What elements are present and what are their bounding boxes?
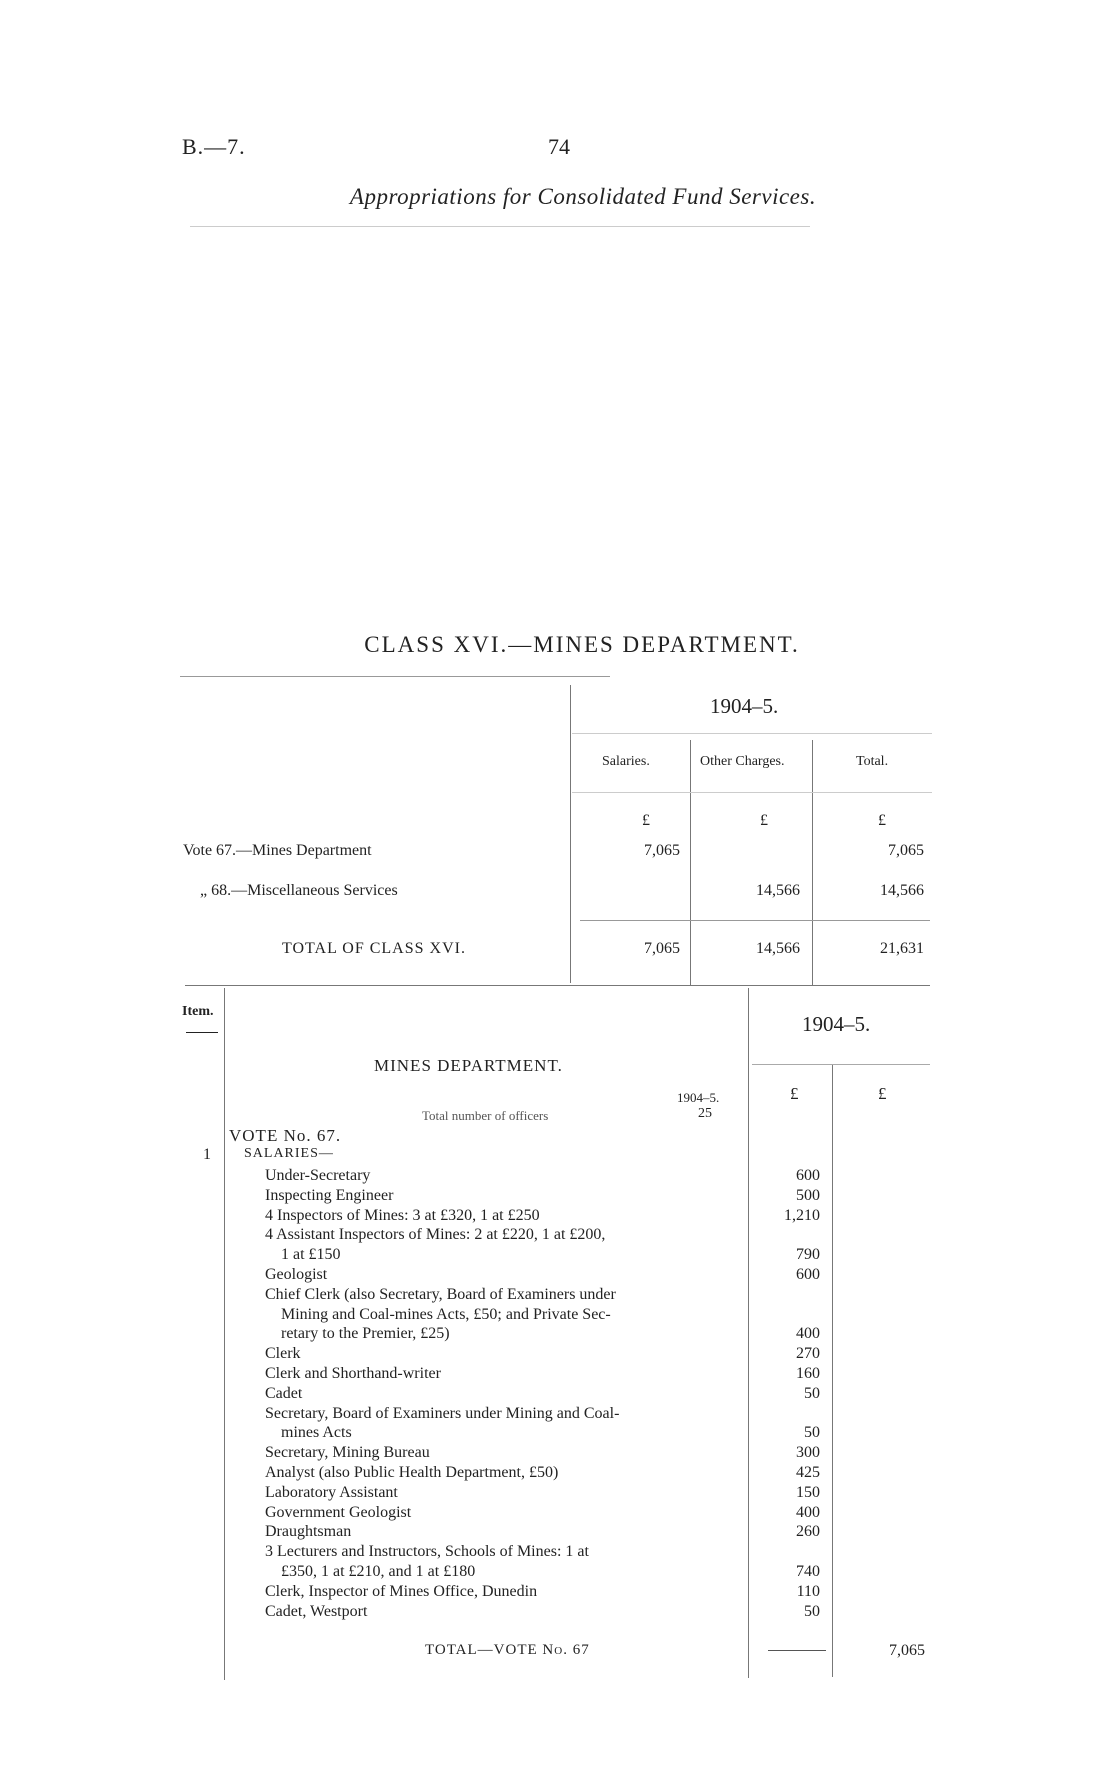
salary-line-text: 4 Assistant Inspectors of Mines: 2 at £220, 1 at £200, — [265, 1226, 606, 1243]
currency-total: £ — [878, 812, 886, 829]
subtitle-rule — [190, 226, 810, 227]
salary-line-text: £350, 1 at £210, and 1 at £180 — [265, 1563, 476, 1580]
amount-subcolumn-divider — [832, 1065, 833, 1677]
vote-68-total: 14,566 — [880, 882, 924, 899]
salary-line-text: Inspecting Engineer — [265, 1187, 394, 1204]
salary-line-amount: 400 — [796, 1504, 820, 1521]
detail-year-rule — [752, 1064, 930, 1065]
salary-line-text: 1 at £150 — [265, 1246, 341, 1263]
page-subtitle: Appropriations for Consolidated Fund Services. — [349, 184, 817, 209]
salary-line-amount: 500 — [796, 1187, 820, 1204]
salary-line-text: Secretary, Board of Examiners under Mining and Coal- — [265, 1405, 620, 1422]
salary-line-amount: 270 — [796, 1345, 820, 1362]
salary-line-amount: 50 — [804, 1385, 820, 1402]
salary-line-text: Cadet, Westport — [265, 1603, 368, 1620]
col-other-charges: Other Charges. — [700, 754, 785, 769]
class-total-total: 21,631 — [880, 940, 924, 957]
item-column-divider — [224, 988, 225, 1680]
salary-line-amount: 400 — [796, 1325, 820, 1342]
officers-count: 25 — [698, 1106, 712, 1121]
salary-line-text: Cadet — [265, 1385, 303, 1402]
vote-68-other: 14,566 — [756, 882, 800, 899]
salary-line-text: retary to the Premier, £25) — [265, 1325, 450, 1342]
salary-line-amount: 740 — [796, 1563, 820, 1580]
item-header-rule — [186, 1032, 218, 1033]
vote-total-amount: 7,065 — [889, 1642, 925, 1659]
item-number: 1 — [203, 1146, 211, 1163]
vote-67-salaries: 7,065 — [644, 842, 680, 859]
vote-total-rule — [768, 1650, 826, 1651]
detail-department-title: MINES DEPARTMENT. — [374, 1056, 563, 1075]
salary-line-text: 4 Inspectors of Mines: 3 at £320, 1 at £250 — [265, 1207, 540, 1224]
class-total-label: TOTAL OF CLASS XVI. — [282, 940, 466, 957]
currency-salaries: £ — [642, 812, 650, 829]
salary-line-text: Clerk — [265, 1345, 301, 1362]
salary-line-amount: 600 — [796, 1266, 820, 1283]
salary-line-amount: 425 — [796, 1464, 820, 1481]
salary-line-text: mines Acts — [265, 1424, 352, 1441]
salary-line-text: Laboratory Assistant — [265, 1484, 398, 1501]
salary-line-text: Chief Clerk (also Secretary, Board of Examiners under — [265, 1286, 616, 1303]
col-header-rule — [572, 792, 932, 793]
amount-column-divider — [748, 988, 749, 1678]
officers-year: 1904–5. — [677, 1090, 720, 1105]
summary-divider — [570, 685, 571, 983]
salary-line-amount: 300 — [796, 1444, 820, 1461]
class-total-salaries: 7,065 — [644, 940, 680, 957]
salary-line-text: Under-Secretary — [265, 1167, 371, 1184]
vote-67-total: 7,065 — [888, 842, 924, 859]
col-divider-2 — [812, 740, 813, 985]
salaries-heading: SALARIES— — [244, 1146, 334, 1161]
col-divider-1 — [690, 740, 691, 985]
salary-line-text: Draughtsman — [265, 1523, 352, 1540]
salary-line-amount: 790 — [796, 1246, 820, 1263]
salary-line-text: Mining and Coal-mines Acts, £50; and Private Sec- — [265, 1306, 611, 1323]
class-total-other: 14,566 — [756, 940, 800, 957]
salary-line-amount: 600 — [796, 1167, 820, 1184]
detail-top-rule — [185, 985, 930, 986]
col-salaries: Salaries. — [602, 754, 650, 769]
salary-line-amount: 1,210 — [784, 1207, 820, 1224]
salary-line-amount: 50 — [804, 1603, 820, 1620]
col-total: Total. — [856, 754, 889, 769]
vote-67-label: Vote 67.—Mines Department — [183, 842, 372, 859]
summary-total-rule — [580, 920, 930, 921]
salary-line-amount: 150 — [796, 1484, 820, 1501]
salary-line-amount: 50 — [804, 1424, 820, 1441]
summary-year-rule — [572, 733, 932, 734]
salary-line-text: Government Geologist — [265, 1504, 412, 1521]
document-reference: B.—7. — [182, 134, 246, 159]
item-header: Item. — [182, 1004, 214, 1019]
summary-top-rule — [180, 676, 610, 677]
amount-currency-2: £ — [878, 1084, 887, 1103]
salary-line-amount: 110 — [796, 1583, 820, 1600]
vote-total-label: TOTAL—VOTE No. 67 — [425, 1642, 590, 1658]
salary-line-text: Clerk and Shorthand-writer — [265, 1365, 441, 1382]
page-number: 74 — [548, 134, 570, 159]
salary-line-text: Secretary, Mining Bureau — [265, 1444, 430, 1461]
currency-other: £ — [760, 812, 768, 829]
summary-year: 1904–5. — [710, 694, 779, 718]
officers-label: Total number of officers — [422, 1108, 549, 1123]
salary-line-amount: 160 — [796, 1365, 820, 1382]
detail-year: 1904–5. — [802, 1012, 871, 1036]
salary-line-amount: 260 — [796, 1523, 820, 1540]
vote-heading: VOTE No. 67. — [229, 1126, 342, 1145]
salary-line-text: Analyst (also Public Health Department, £50) — [265, 1464, 559, 1481]
amount-currency-1: £ — [790, 1084, 799, 1103]
salary-line-text: Geologist — [265, 1266, 328, 1283]
salary-line-text: 3 Lecturers and Instructors, Schools of Mines: 1 at — [265, 1543, 589, 1560]
class-title: CLASS XVI.—MINES DEPARTMENT. — [364, 632, 800, 657]
vote-68-label: „ 68.—Miscellaneous Services — [200, 882, 398, 899]
salary-line-text: Clerk, Inspector of Mines Office, Dunedin — [265, 1583, 538, 1600]
